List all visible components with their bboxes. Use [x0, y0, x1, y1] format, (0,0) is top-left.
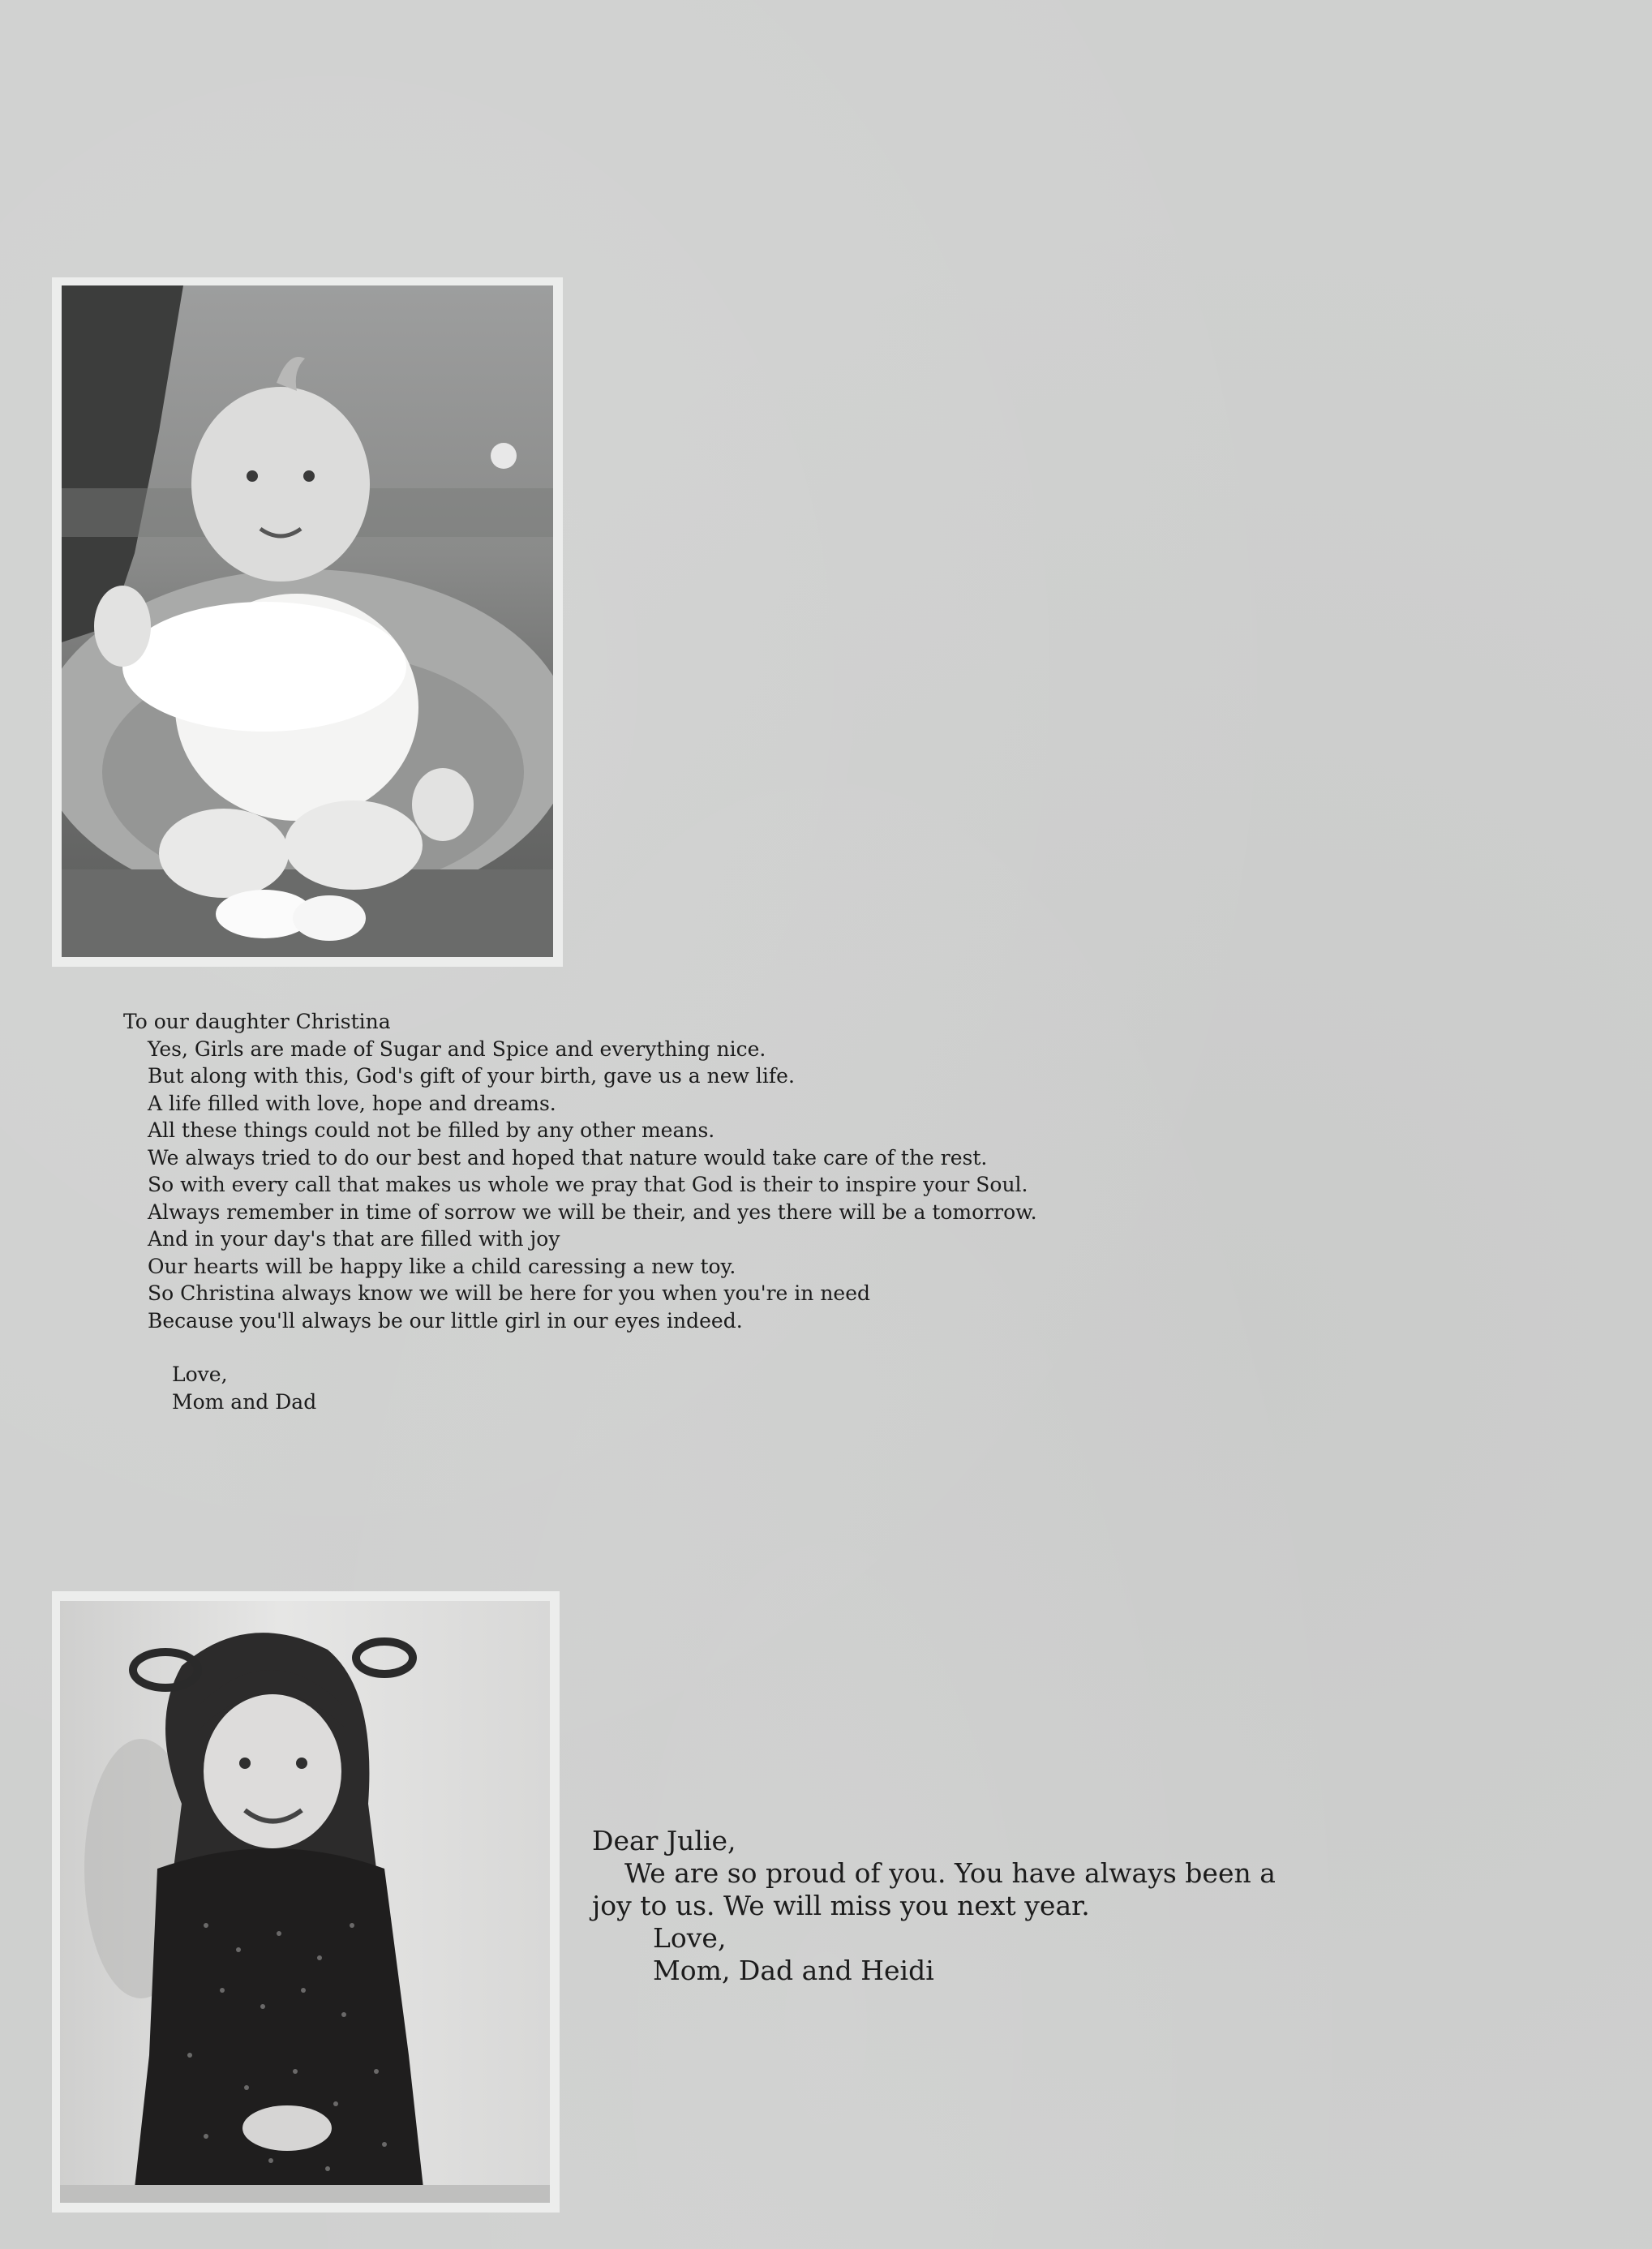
closing: Love,	[653, 1922, 727, 1954]
dedication-christina	[123, 1008, 1037, 1415]
poem-line: And in your day's that are filled with joy	[148, 1227, 560, 1251]
poem-line: We always tried to do our best and hoped that nature would take care of the rest.	[148, 1145, 988, 1170]
poem-line: Yes, Girls are made of Sugar and Spice and everything nice.	[148, 1037, 766, 1061]
girl-photo	[52, 1591, 560, 2213]
poem-line: Always remember in time of sorrow we will be their, and yes there will be a tomorrow.	[148, 1200, 1037, 1224]
signature: Mom and Dad	[172, 1389, 317, 1414]
baby-photo-image	[62, 285, 553, 957]
baby-photo	[52, 277, 563, 967]
signature: Mom, Dad and Heidi	[653, 1955, 934, 1986]
poem-line: So with every call that makes us whole we pray that God is their to inspire your Soul.	[148, 1173, 1028, 1196]
poem-line: All these things could not be filled by any other means.	[148, 1118, 715, 1142]
baby-photo-illustration	[62, 285, 553, 957]
poem-line: But along with this, God's gift of your birth, gave us a new life.	[148, 1064, 795, 1088]
closing: Love,	[172, 1363, 228, 1386]
dedication-julie	[592, 1825, 1276, 1987]
poem-line: A life filled with love, hope and dreams.	[148, 1091, 556, 1115]
message-line: We are so proud of you. You have always been a	[624, 1857, 1276, 1889]
salutation: Dear Julie,	[592, 1825, 736, 1856]
dedication-heading: To our daughter Christina	[123, 1010, 391, 1033]
message-line: joy to us. We will miss you next year.	[592, 1890, 1090, 1921]
poem-line: Because you'll always be our little girl in our eyes indeed.	[148, 1308, 743, 1333]
girl-photo-illustration	[60, 1601, 550, 2203]
poem-line: Our hearts will be happy like a child caressing a new toy.	[148, 1254, 736, 1278]
spacer	[123, 1334, 1037, 1361]
girl-photo-image	[60, 1601, 550, 2203]
poem-line: So Christina always know we will be here for you when you're in need	[148, 1281, 871, 1305]
